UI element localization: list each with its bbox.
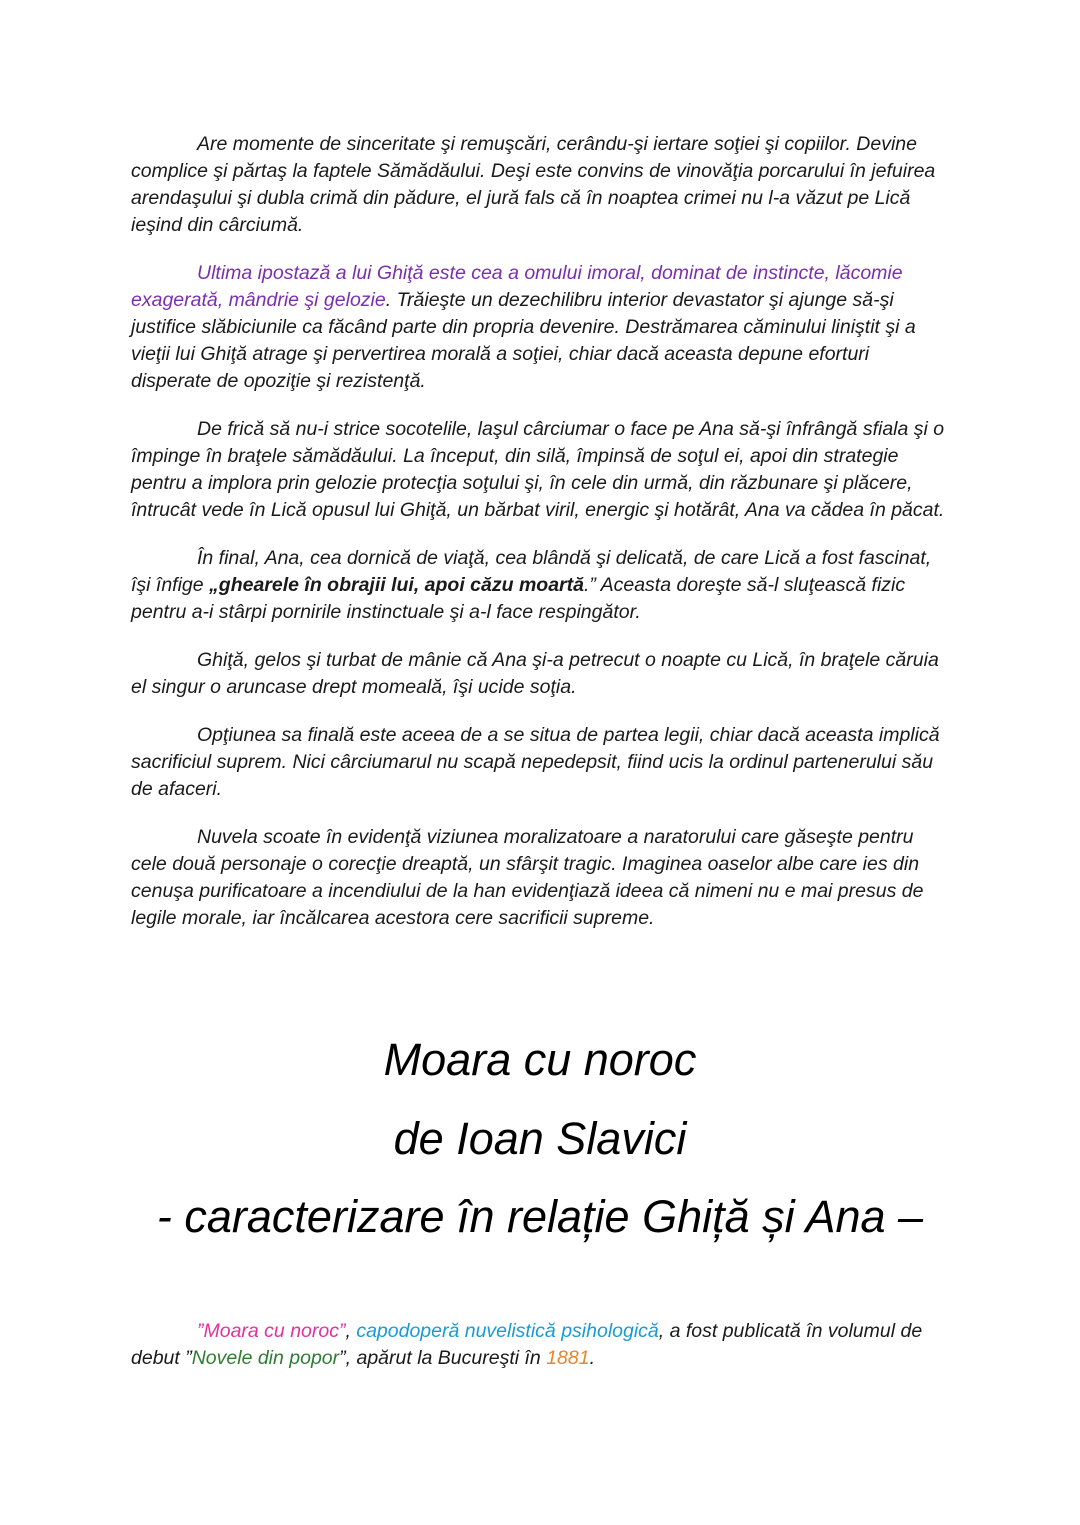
intro-text-b: , a fost publicată în volumul de debut ”: [131, 1320, 923, 1369]
paragraph-1-text: Are momente de sinceritate şi remuşcări, cerându-şi iertare soţiei şi copiilor. Devine complice şi părtaş la faptele Sămădăului. Deşi este convins de vinovăţia porcarului în jefuirea arendaşului şi dubla crimă din pădure, el jură fals că în noaptea crimei nu l-a văzut pe Lică ieşind din cârciumă.: [131, 133, 936, 236]
title-line-1: Moara cu noroc: [383, 1034, 697, 1085]
paragraph-7-text: Nuvela scoate în evidenţă viziunea moralizatoare a naratorului care găseşte pentru cele două personaje o corecţie dreaptă, un sfârşit tragic. Imaginea oaselor albe care ies din cenuşa purificatoare a incendiului de la han evidenţiază ideea că nimeni nu e mai presus de legile morale, iar încălcarea acestora cere sacrificii supreme.: [131, 826, 924, 929]
intro-text-c: ”, apărut la Bucureşti în: [339, 1347, 547, 1369]
intro-genre: capodoperă nuvelistică psihologică: [356, 1320, 659, 1342]
intro-text: [131, 1318, 951, 1372]
intro-year: 1881: [546, 1347, 590, 1369]
paragraph-6: [131, 722, 951, 803]
intro-text-d: .: [589, 1347, 595, 1369]
intro-work-title: ”Moara cu noroc”: [197, 1320, 346, 1342]
body-text: [131, 131, 951, 953]
paragraph-2-highlight: Ultima ipostază a lui Ghiţă este cea a omului imoral, dominat de instincte, lăcomie exagerată, mândrie şi gelozie: [131, 262, 903, 311]
paragraph-4-quote: „ghearele în obrajii lui, apoi căzu moartă: [209, 574, 584, 596]
paragraph-2-text: . Trăieşte un dezechilibru interior devastator şi ajunge să-şi justifice slăbiciunile ca făcând parte din propria devenire. Destrămarea căminului liniştit şi a vieţii lui Ghiţă atrage şi pervertirea morală a soţiei, chiar dacă aceasta depune eforturi disperate de opoziţie şi rezistenţă.: [131, 289, 916, 392]
paragraph-7: [131, 824, 951, 932]
paragraph-5-text: Ghiţă, gelos şi turbat de mânie că Ana şi-a petrecut o noapte cu Lică, în braţele căruia el singur o aruncase drept momeală, îşi ucide soţia.: [131, 649, 939, 698]
intro-volume: Novele din popor: [191, 1347, 340, 1369]
paragraph-4-text-a: În final, Ana, cea dornică de viaţă, cea blândă şi delicată, de care Lică a fost fascinat, îşi înfige: [131, 547, 932, 596]
paragraph-3: [131, 416, 951, 524]
paragraph-4-text-b: .” Aceasta doreşte să-l sluţească fizic pentru a-i stârpi pornirile instinctuale şi a-l face respingător.: [131, 574, 906, 623]
title-line-2: de Ioan Slavici: [393, 1113, 687, 1164]
paragraph-6-text: Opţiunea sa finală este aceea de a se situa de partea legii, chiar dacă aceasta implică sacrificiul suprem. Nici cârciumarul nu scapă nepedepsit, fiind ucis la ordinul partenerului său de afaceri.: [131, 724, 940, 800]
paragraph-3-text: De frică să nu-i strice socotelile, laşul cârciumar o face pe Ana să-şi înfrângă sfiala şi o împinge în braţele sămădăului. La început, din silă, împinsă de soţul ei, apoi din strategie pentru a implora prin gelozie protecţia soţului şi, în cele din urmă, din răzbunare şi plăcere, întrucât vede în Lică opusul lui Ghiţă, un bărbat viril, energic şi hotărât, Ana va cădea în păcat.: [131, 418, 945, 521]
intro-paragraph: [131, 1318, 951, 1372]
intro-text-a: ,: [345, 1320, 357, 1342]
paragraph-5: [131, 647, 951, 701]
paragraph-2: [131, 260, 951, 395]
title-line-3: - caracterizare în relație Ghiță și Ana –: [156, 1191, 924, 1242]
paragraph-1: [131, 131, 951, 239]
paragraph-4: [131, 545, 951, 626]
